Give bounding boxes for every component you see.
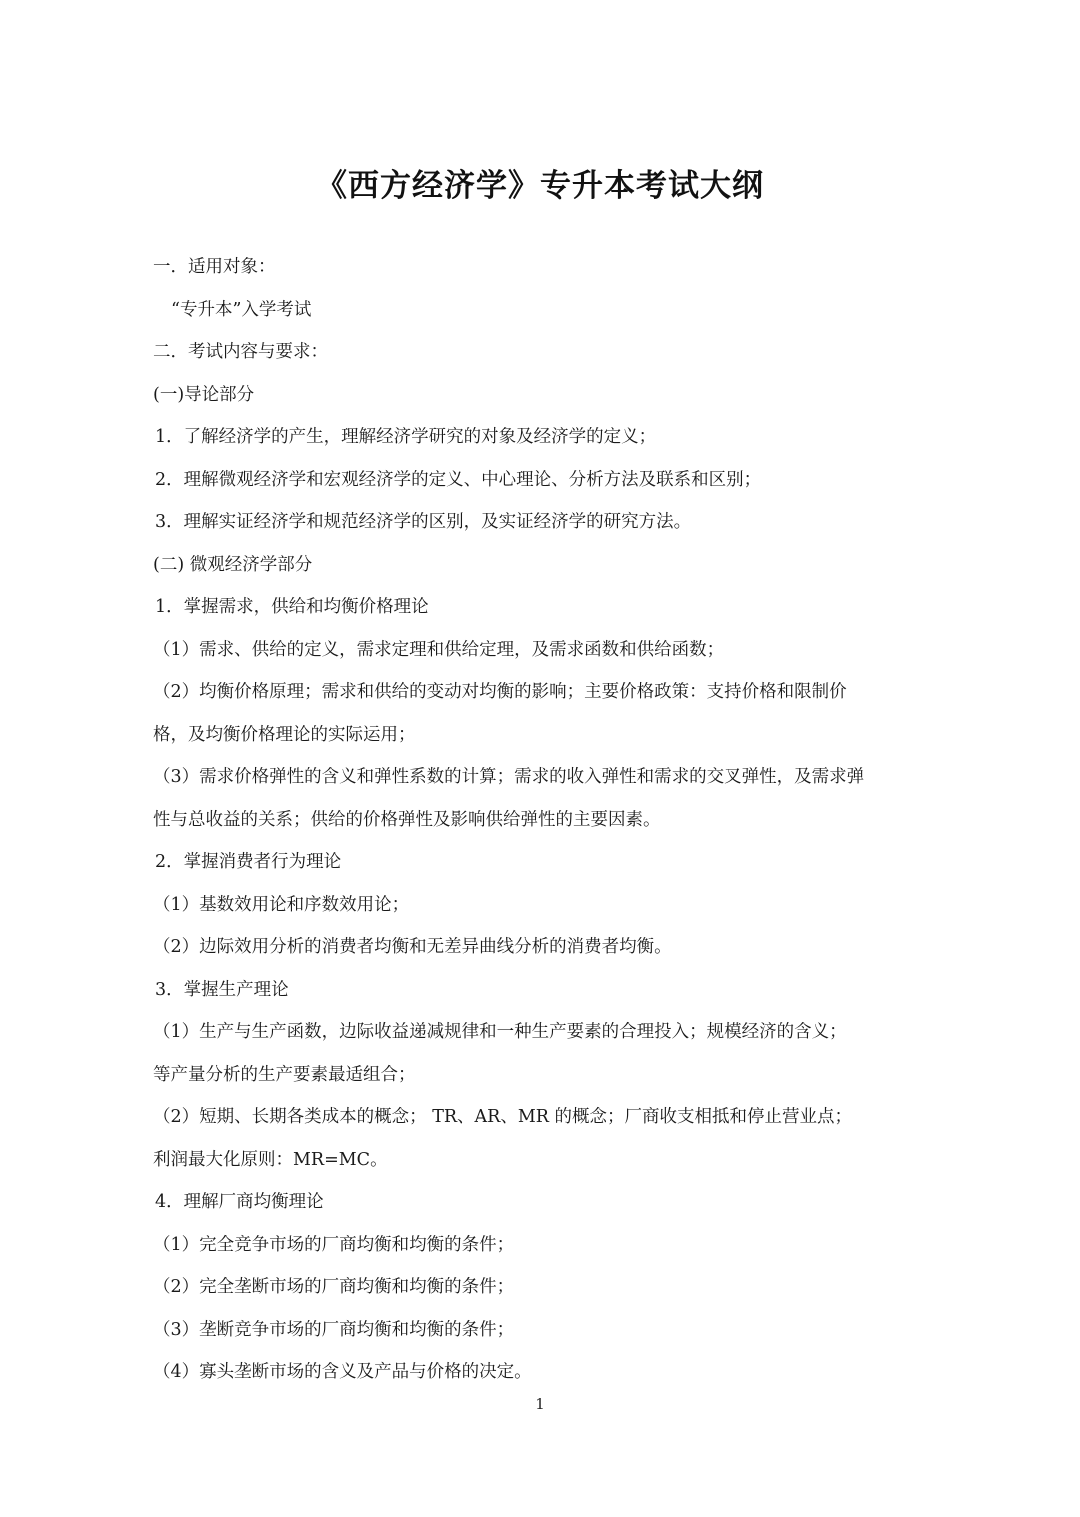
list-subitem: （1）生产与生产函数，边际收益递减规律和一种生产要素的合理投入；规模经济的含义； [153, 1022, 847, 1042]
page-number: 1 [535, 1395, 545, 1413]
document-title: 《西方经济学》专升本考试大纲 [316, 168, 764, 204]
list-subitem-continuation: 格，及均衡价格理论的实际运用； [153, 724, 416, 745]
section-heading-exam-content: 二．考试内容与要求： [153, 342, 328, 362]
list-item: 2．掌握消费者行为理论 [155, 852, 342, 872]
applicable-audience-text: “专升本”入学考试 [171, 299, 312, 320]
list-item: 3．掌握生产理论 [155, 979, 289, 1000]
section-heading-applicable-audience: 一．适用对象： [153, 257, 276, 277]
list-subitem: （4）寡头垄断市场的含义及产品与价格的决定。 [153, 1362, 532, 1382]
list-subitem: （2）边际效用分析的消费者均衡和无差异曲线分析的消费者均衡。 [153, 937, 672, 957]
list-subitem: （3）需求价格弹性的含义和弹性系数的计算；需求的收入弹性和需求的交叉弹性，及需求弹 [153, 767, 865, 787]
list-item: 1．了解经济学的产生，理解经济学研究的对象及经济学的定义； [155, 427, 657, 447]
list-subitem: （1）需求、供给的定义，需求定理和供给定理，及需求函数和供给函数； [153, 639, 725, 660]
list-subitem-continuation: 等产量分析的生产要素最适组合； [153, 1064, 416, 1085]
list-subitem: （1）基数效用论和序数效用论； [153, 894, 410, 915]
list-item: 1．掌握需求，供给和均衡价格理论 [155, 597, 429, 617]
list-item: 4．理解厂商均衡理论 [155, 1192, 324, 1212]
subsection-heading-introduction: (一)导论部分 [153, 384, 255, 405]
list-subitem-continuation: 利润最大化原则：MR=MC。 [153, 1149, 388, 1170]
list-subitem: （3）垄断竞争市场的厂商均衡和均衡的条件； [153, 1319, 515, 1340]
list-subitem: （2）短期、长期各类成本的概念； TR、AR、MR 的概念；厂商收支相抵和停止营业点； [153, 1107, 853, 1127]
list-subitem: （1）完全竞争市场的厂商均衡和均衡的条件； [153, 1234, 515, 1255]
list-subitem: （2）均衡价格原理；需求和供给的变动对均衡的影响；主要价格政策：支持价格和限制价 [153, 682, 847, 702]
list-subitem: （2）完全垄断市场的厂商均衡和均衡的条件； [153, 1277, 515, 1297]
list-item: 3．理解实证经济学和规范经济学的区别，及实证经济学的研究方法。 [155, 512, 692, 532]
subsection-heading-microeconomics: (二) 微观经济学部分 [153, 554, 313, 575]
document-body [153, 246, 933, 1394]
list-item: 2．理解微观经济学和宏观经济学的定义、中心理论、分析方法及联系和区别； [155, 469, 762, 490]
list-subitem-continuation: 性与总收益的关系；供给的价格弹性及影响供给弹性的主要因素。 [153, 809, 661, 830]
